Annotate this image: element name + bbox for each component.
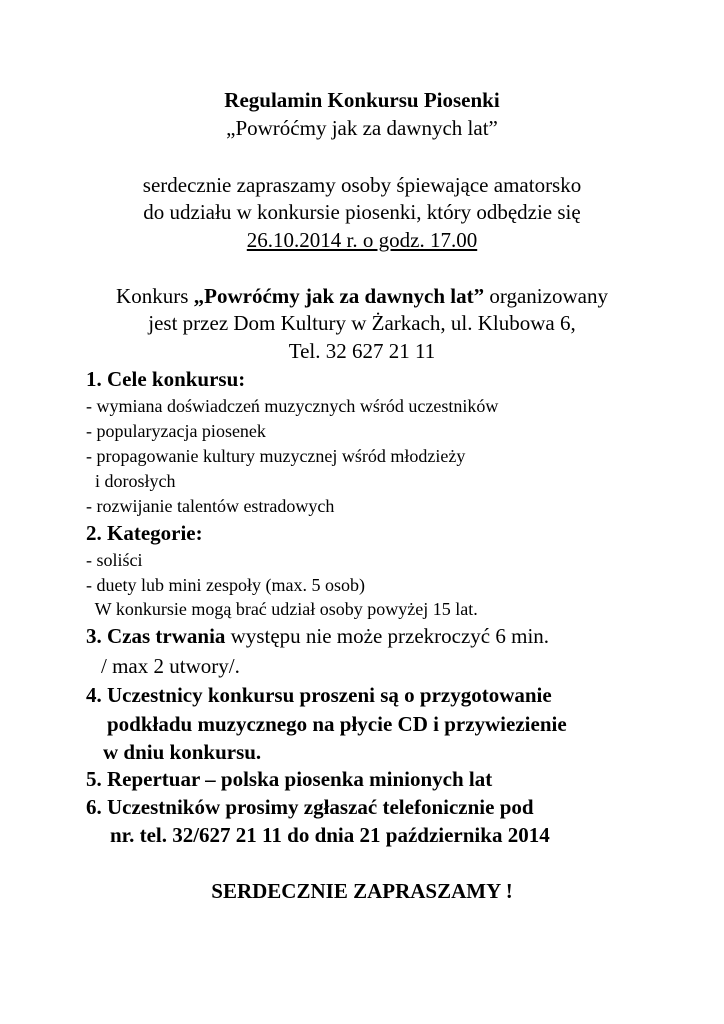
document-subtitle: „Powróćmy jak za dawnych lat”	[226, 116, 498, 140]
section-2-heading: 2. Kategorie:	[86, 521, 203, 545]
section-1-heading: 1. Cele konkursu:	[86, 367, 246, 391]
document-title: Regulamin Konkursu Piosenki	[224, 88, 500, 112]
organizer-prefix: Konkurs	[116, 284, 194, 308]
event-date: 26.10.2014 r. o godz. 17.00	[246, 228, 478, 252]
organizer-line-2: jest przez Dom Kultury w Żarkach, ul. Klubowa 6,	[148, 311, 576, 335]
section-4-line-2: podkładu muzycznego na płycie CD i przywiezienie	[107, 712, 567, 736]
contest-name: „Powróćmy jak za dawnych lat”	[193, 284, 485, 308]
section-3-line-2: / max 2 utwory/.	[101, 654, 240, 678]
section-6-line-1: 6. Uczestników prosimy zgłaszać telefonicznie pod	[86, 795, 534, 819]
section-4-line-3: w dniu konkursu.	[103, 740, 262, 764]
list-item: - duety lub mini zespoły (max. 5 osob)	[86, 575, 365, 595]
list-item: - wymiana doświadczeń muzycznych wśród uczestników	[86, 396, 499, 416]
section-3-line-1	[86, 624, 549, 649]
closing-text: SERDECZNIE ZAPRASZAMY !	[211, 879, 513, 903]
invitation-line-1: serdecznie zapraszamy osoby śpiewające amatorsko	[142, 173, 582, 197]
section-4-line-1: 4. Uczestnicy konkursu proszeni są o przygotowanie	[86, 683, 552, 707]
section-3-text: występu nie może przekroczyć 6 min.	[225, 624, 550, 648]
section-6-line-2: nr. tel. 32/627 21 11 do dnia 21 października 2014	[110, 823, 550, 847]
list-item: - soliści	[86, 550, 143, 570]
age-requirement: W konkursie mogą brać udział osoby powyżej 15 lat.	[86, 599, 478, 619]
section-3-heading: 3. Czas trwania	[86, 624, 226, 648]
list-item: - popularyzacja piosenek	[86, 421, 266, 441]
list-item: - rozwijanie talentów estradowych	[86, 496, 335, 516]
organizer-suffix: organizowany	[484, 284, 608, 308]
section-5-line-1: 5. Repertuar – polska piosenka minionych lat	[86, 767, 493, 791]
invitation-line-2: do udziału w konkursie piosenki, który odbędzie się	[143, 200, 581, 224]
list-item: i dorosłych	[86, 471, 176, 491]
organizer-phone: Tel. 32 627 21 11	[288, 339, 436, 363]
list-item: - propagowanie kultury muzycznej wśród młodzieży	[86, 446, 466, 466]
organizer-line-1	[0, 284, 724, 309]
